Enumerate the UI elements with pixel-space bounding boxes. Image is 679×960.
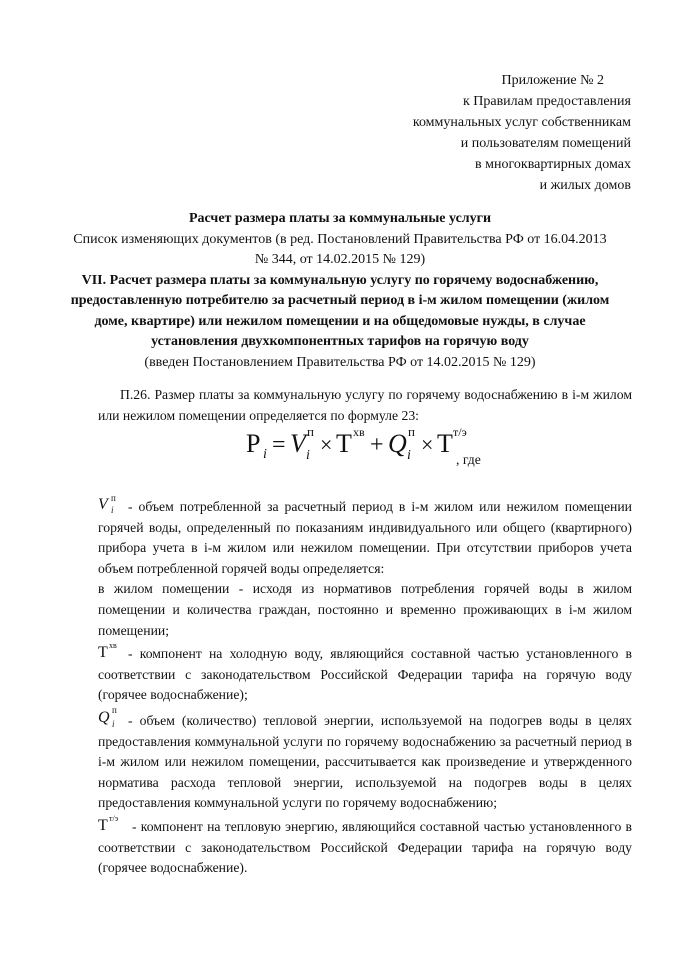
appendix-line: Приложение № 2	[501, 73, 604, 88]
definition-v	[98, 494, 632, 579]
svg-text:т/э: т/э	[453, 425, 467, 439]
definition-q	[98, 706, 632, 814]
changes-line: № 344, от 14.02.2015 № 129)	[254, 252, 426, 267]
v-symbol-icon	[98, 494, 122, 514]
section-heading-line: установления двухкомпонентных тарифов на горячую воду	[151, 334, 529, 349]
definition-text: - объем (количество) тепловой энергии, используемой на подогрев воды в целях предоставления коммунальной услуги по горячему водоснабжению за расчетный период в i-м жилом или нежилом помещении, рассчитывается как произведение и утвержденного норматива расхода тепловой энергии, используемой на подогрев воды в целях предоставления коммунальной услуги по горячему водоснабжению;	[98, 712, 632, 811]
svg-text:п: п	[408, 424, 415, 439]
section-heading-line: доме, квартире) или нежилом помещении и на общедомовые нужды, в случае	[94, 313, 586, 329]
t-te-symbol-icon	[98, 814, 126, 834]
svg-text:+: +	[370, 432, 384, 458]
svg-text:п: п	[307, 424, 314, 439]
appendix-line: в многоквартирных домах	[475, 157, 631, 172]
svg-text:×: ×	[421, 432, 434, 457]
svg-text:i: i	[112, 718, 115, 728]
svg-text:i: i	[263, 447, 267, 462]
svg-text:Q: Q	[98, 708, 110, 726]
svg-text:×: ×	[320, 432, 333, 457]
introduced-note: (введен Постановлением Правительства РФ от 14.02.2015 № 129)	[144, 354, 536, 370]
paragraph-text: П.26. Размер платы за коммунальную услугу по горячему водоснабжению в i-м жилом или нежилом помещении определяется по формуле 23:	[98, 387, 632, 423]
svg-text:V: V	[98, 496, 108, 513]
svg-text:i: i	[306, 448, 310, 463]
svg-text:T: T	[98, 644, 108, 662]
svg-text:Q: Q	[388, 429, 407, 458]
section-heading-line: VII. Расчет размера платы за коммунальную услугу по горячему водоснабжению,	[81, 272, 599, 288]
svg-text:т/э: т/э	[109, 813, 119, 823]
svg-text:T: T	[437, 429, 453, 458]
svg-text:хв: хв	[353, 425, 365, 439]
svg-text:P: P	[246, 429, 261, 458]
definition-t-te	[98, 814, 632, 879]
definition-text: - компонент на тепловую энергию, являющийся составной частью установленного в соответствии с законодательством Российской Федерации тарифа на горячую воду (горячее водоснабжение).	[98, 818, 632, 876]
definition-t-hv	[98, 641, 632, 706]
definitions	[98, 494, 632, 879]
svg-text:T: T	[336, 429, 352, 458]
svg-text:i: i	[111, 505, 114, 514]
appendix-line: коммунальных услуг собственникам	[412, 115, 631, 130]
document-title: Расчет размера платы за коммунальные услуги	[188, 211, 492, 226]
section-heading-line: предоставленную потребителю за расчетный период в i-м жилом помещении (жилом	[70, 293, 610, 308]
q-symbol-icon	[98, 706, 122, 728]
svg-text:T: T	[98, 816, 108, 834]
t-hv-symbol-icon	[98, 641, 122, 661]
svg-text:i: i	[407, 448, 411, 463]
appendix-line: к Правилам предоставления	[462, 94, 631, 109]
appendix-line: и пользователям помещений	[460, 136, 631, 151]
appendix-line: и жилых домов	[539, 178, 631, 193]
svg-text:п: п	[112, 705, 117, 715]
appendix-header	[331, 70, 631, 196]
changes-line: Список изменяющих документов (в ред. Постановлений Правительства РФ от 16.04.2013	[73, 231, 607, 247]
svg-text:хв: хв	[109, 641, 117, 651]
svg-text:V: V	[290, 429, 306, 458]
title-block	[60, 209, 620, 373]
definition-v-residential: в жилом помещении - исходя из нормативов потребления горячей воды в жилом помещении и количества граждан, постоянно и временно проживающих в i-м жилом помещении;	[98, 581, 632, 638]
definition-text: - компонент на холодную воду, являющийся составной частью установленного в соответствии с законодательством Российской Федерации тарифа на горячую воду (горячее водоснабжение);	[98, 646, 632, 703]
svg-text:п: п	[111, 494, 116, 503]
definition-text: - объем потребленной за расчетный период в i-м жилом или нежилом помещении горячей воды, определенный по показаниям индивидуального или общего (квартирного) прибора учета в i-м жилом или нежилом помещении. При отсутствии приборов учета объем потребленной горячей воды определяется:	[98, 499, 632, 576]
svg-text:=: =	[272, 432, 286, 458]
formula-where: , где	[456, 452, 481, 467]
